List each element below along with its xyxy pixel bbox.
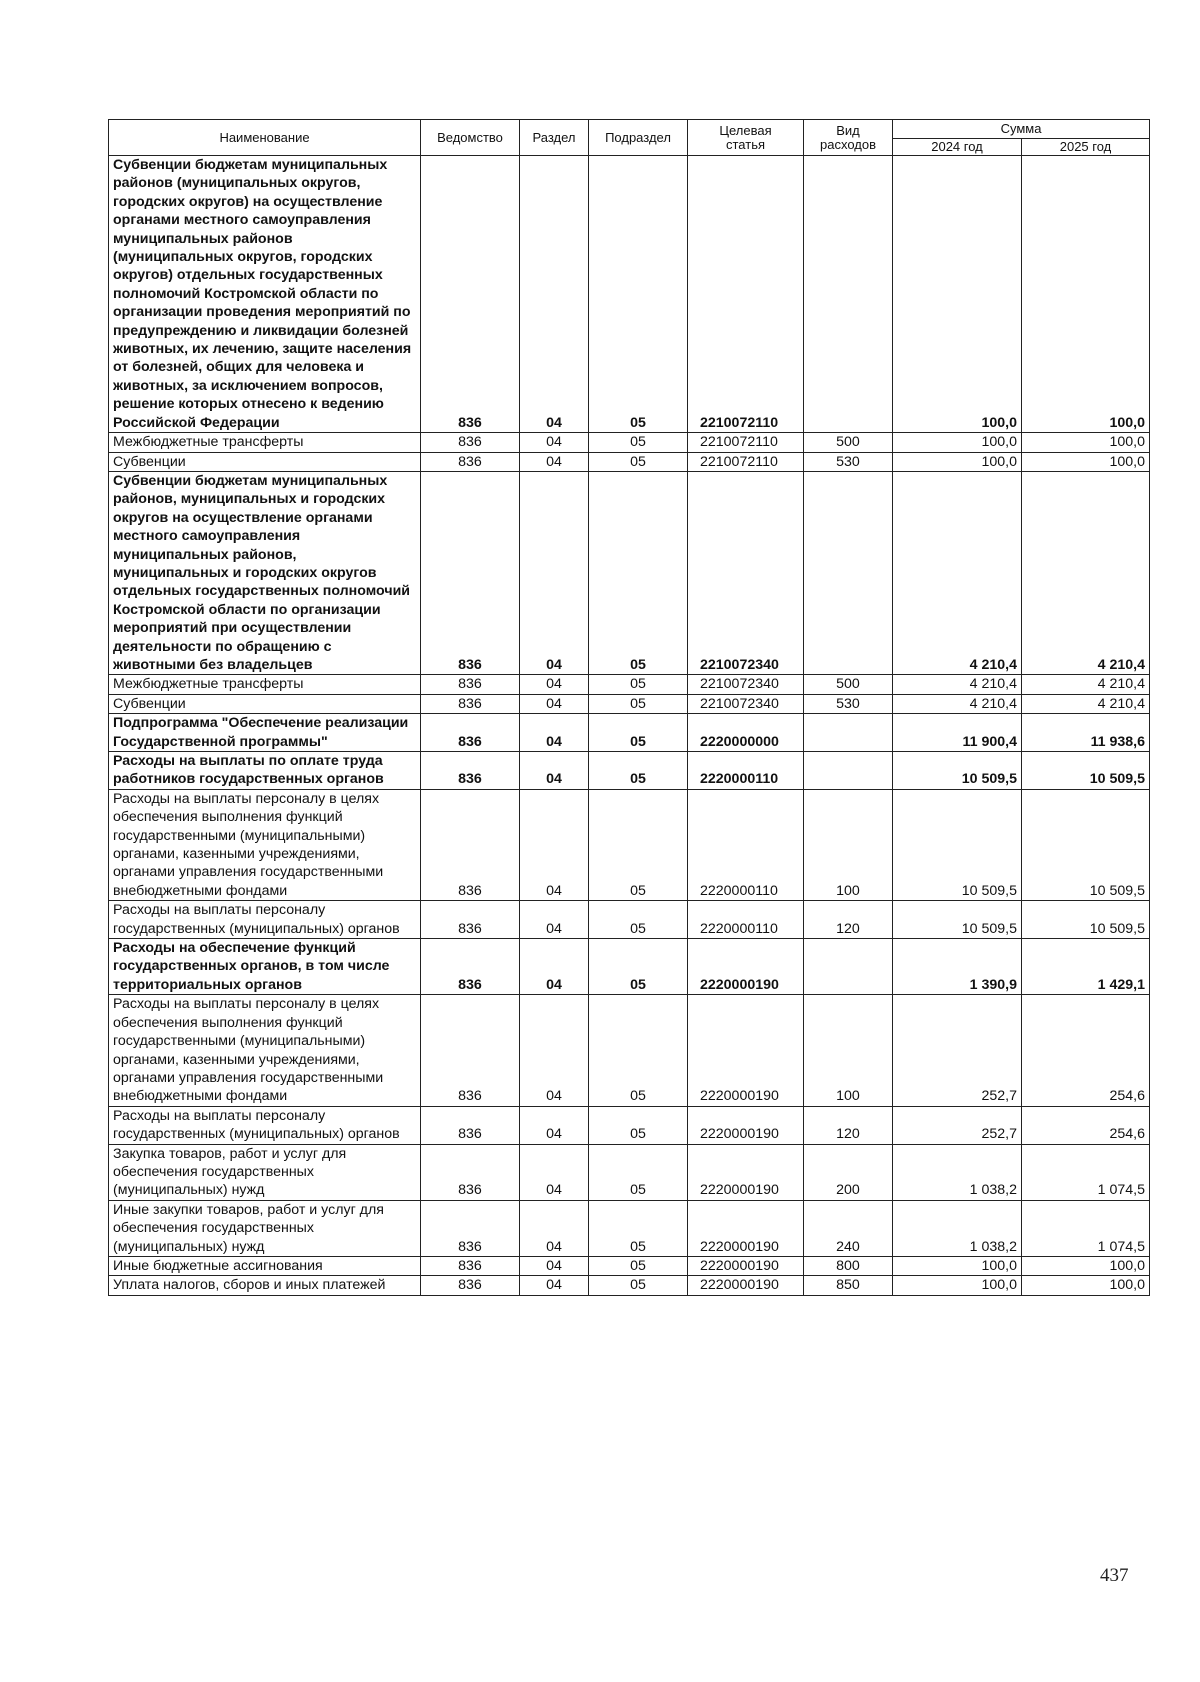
cell-razdel: 04: [520, 694, 589, 713]
cell-vedomstvo: 836: [421, 433, 520, 452]
table-row: [109, 901, 1150, 939]
cell-vr: 100: [804, 995, 893, 1106]
cell-vedomstvo: 836: [421, 156, 520, 433]
cell-vedomstvo: 836: [421, 1276, 520, 1295]
cell-vr: 240: [804, 1200, 893, 1256]
cell-podrazdel: 05: [589, 433, 688, 452]
header-2024: 2024 год: [893, 139, 1022, 156]
cell-sum-2025: 100,0: [1022, 156, 1150, 433]
cell-kcsr: 2210072340: [688, 471, 804, 674]
table-row: [109, 433, 1150, 452]
cell-vr: 120: [804, 901, 893, 939]
header-kcsr: Целевая статья: [688, 120, 804, 156]
cell-razdel: 04: [520, 939, 589, 995]
cell-name: Подпрограмма "Обеспечение реализации Государственной программы": [109, 714, 421, 752]
cell-podrazdel: 05: [589, 156, 688, 433]
cell-podrazdel: 05: [589, 1276, 688, 1295]
cell-vr: [804, 471, 893, 674]
table-row: [109, 1256, 1150, 1275]
cell-name: Расходы на выплаты по оплате труда работников государственных органов: [109, 752, 421, 790]
cell-podrazdel: 05: [589, 901, 688, 939]
cell-razdel: 04: [520, 1276, 589, 1295]
cell-kcsr: 2220000000: [688, 714, 804, 752]
cell-vedomstvo: 836: [421, 901, 520, 939]
header-razdel: Раздел: [520, 120, 589, 156]
cell-vedomstvo: 836: [421, 789, 520, 900]
cell-sum-2024: 252,7: [893, 995, 1022, 1106]
cell-kcsr: 2220000190: [688, 939, 804, 995]
cell-podrazdel: 05: [589, 675, 688, 694]
cell-kcsr: 2220000190: [688, 1106, 804, 1144]
cell-razdel: 04: [520, 452, 589, 471]
cell-kcsr: 2210072340: [688, 694, 804, 713]
cell-sum-2025: 100,0: [1022, 433, 1150, 452]
table-row: [109, 694, 1150, 713]
table-row: [109, 714, 1150, 752]
cell-vedomstvo: 836: [421, 1106, 520, 1144]
cell-sum-2025: 10 509,5: [1022, 752, 1150, 790]
cell-name: Закупка товаров, работ и услуг для обеспечения государственных (муниципальных) нужд: [109, 1144, 421, 1200]
cell-sum-2025: 254,6: [1022, 1106, 1150, 1144]
page-number: 437: [1100, 1565, 1129, 1586]
cell-sum-2024: 100,0: [893, 452, 1022, 471]
cell-podrazdel: 05: [589, 714, 688, 752]
cell-podrazdel: 05: [589, 1144, 688, 1200]
cell-vr: [804, 752, 893, 790]
cell-sum-2024: 100,0: [893, 1256, 1022, 1275]
cell-sum-2024: 100,0: [893, 433, 1022, 452]
cell-podrazdel: 05: [589, 1106, 688, 1144]
cell-kcsr: 2210072340: [688, 675, 804, 694]
cell-sum-2025: 100,0: [1022, 1256, 1150, 1275]
cell-vedomstvo: 836: [421, 694, 520, 713]
cell-sum-2025: 100,0: [1022, 1276, 1150, 1295]
cell-podrazdel: 05: [589, 789, 688, 900]
cell-kcsr: 2220000110: [688, 789, 804, 900]
cell-name: Субвенции бюджетам муниципальных районов (муниципальных округов, городских округов) на осуществление органами местного самоуправления муниципальных районов (муниципальных округов, городских округов) отдельных государственных полномочий Костромской области по организации проведения мероприятий по предупреждению и ликвидации болезней животных, их лечению, защите населения от болезней, общих для человека и животных, за исключением вопросов, решение которых отнесено к ведению Российской Федерации: [109, 156, 421, 433]
cell-name: Субвенции: [109, 694, 421, 713]
cell-razdel: 04: [520, 789, 589, 900]
cell-kcsr: 2220000190: [688, 1144, 804, 1200]
header-podrazdel: Подраздел: [589, 120, 688, 156]
cell-vedomstvo: 836: [421, 675, 520, 694]
cell-podrazdel: 05: [589, 1200, 688, 1256]
cell-sum-2024: 10 509,5: [893, 901, 1022, 939]
cell-sum-2024: 1 038,2: [893, 1144, 1022, 1200]
cell-sum-2025: 10 509,5: [1022, 901, 1150, 939]
cell-name: Расходы на выплаты персоналу государственных (муниципальных) органов: [109, 901, 421, 939]
cell-kcsr: 2210072110: [688, 433, 804, 452]
cell-kcsr: 2220000110: [688, 752, 804, 790]
cell-name: Иные бюджетные ассигнования: [109, 1256, 421, 1275]
cell-sum-2024: 252,7: [893, 1106, 1022, 1144]
cell-razdel: 04: [520, 1106, 589, 1144]
cell-vr: 800: [804, 1256, 893, 1275]
cell-vr: 530: [804, 694, 893, 713]
cell-kcsr: 2220000110: [688, 901, 804, 939]
table-row: [109, 156, 1150, 433]
table-row: [109, 1144, 1150, 1200]
cell-razdel: 04: [520, 714, 589, 752]
cell-vedomstvo: 836: [421, 1144, 520, 1200]
header-vr: Вид расходов: [804, 120, 893, 156]
table-row: [109, 452, 1150, 471]
cell-razdel: 04: [520, 995, 589, 1106]
table-row: [109, 789, 1150, 900]
cell-vr: [804, 156, 893, 433]
cell-vr: [804, 939, 893, 995]
header-vedomstvo: Ведомство: [421, 120, 520, 156]
cell-kcsr: 2220000190: [688, 995, 804, 1106]
table-row: [109, 995, 1150, 1106]
cell-razdel: 04: [520, 156, 589, 433]
cell-sum-2024: 100,0: [893, 1276, 1022, 1295]
cell-vr: [804, 714, 893, 752]
cell-sum-2024: 1 390,9: [893, 939, 1022, 995]
cell-vr: 500: [804, 675, 893, 694]
cell-sum-2025: 1 074,5: [1022, 1200, 1150, 1256]
cell-kcsr: 2220000190: [688, 1256, 804, 1275]
cell-name: Расходы на выплаты персоналу в целях обеспечения выполнения функций государственными (муниципальными) органами, казенными учреждениями, органами управления государственными внебюджетными фондами: [109, 995, 421, 1106]
cell-sum-2024: 10 509,5: [893, 752, 1022, 790]
cell-vr: 200: [804, 1144, 893, 1200]
cell-kcsr: 2210072110: [688, 452, 804, 471]
cell-name: Иные закупки товаров, работ и услуг для обеспечения государственных (муниципальных) нужд: [109, 1200, 421, 1256]
cell-razdel: 04: [520, 901, 589, 939]
cell-podrazdel: 05: [589, 452, 688, 471]
cell-razdel: 04: [520, 752, 589, 790]
cell-sum-2025: 4 210,4: [1022, 675, 1150, 694]
cell-razdel: 04: [520, 675, 589, 694]
cell-sum-2025: 1 074,5: [1022, 1144, 1150, 1200]
table-body: [109, 156, 1150, 1296]
cell-podrazdel: 05: [589, 939, 688, 995]
cell-sum-2024: 10 509,5: [893, 789, 1022, 900]
cell-sum-2024: 11 900,4: [893, 714, 1022, 752]
cell-sum-2024: 4 210,4: [893, 471, 1022, 674]
cell-sum-2025: 4 210,4: [1022, 694, 1150, 713]
cell-vr: 100: [804, 789, 893, 900]
header-name: Наименование: [109, 120, 421, 156]
table-row: [109, 675, 1150, 694]
cell-razdel: 04: [520, 1200, 589, 1256]
cell-vedomstvo: 836: [421, 995, 520, 1106]
cell-podrazdel: 05: [589, 995, 688, 1106]
cell-razdel: 04: [520, 1144, 589, 1200]
cell-sum-2025: 10 509,5: [1022, 789, 1150, 900]
cell-name: Расходы на выплаты персоналу в целях обеспечения выполнения функций государственными (муниципальными) органами, казенными учреждениями, органами управления государственными внебюджетными фондами: [109, 789, 421, 900]
cell-vedomstvo: 836: [421, 752, 520, 790]
cell-vedomstvo: 836: [421, 714, 520, 752]
table-row: [109, 752, 1150, 790]
cell-podrazdel: 05: [589, 752, 688, 790]
cell-sum-2025: 100,0: [1022, 452, 1150, 471]
cell-kcsr: 2220000190: [688, 1200, 804, 1256]
table-row: [109, 471, 1150, 674]
cell-sum-2025: 1 429,1: [1022, 939, 1150, 995]
cell-vedomstvo: 836: [421, 471, 520, 674]
cell-sum-2025: 4 210,4: [1022, 471, 1150, 674]
header-summa: Сумма: [893, 120, 1150, 139]
table-row: [109, 939, 1150, 995]
table-row: [109, 1276, 1150, 1295]
cell-vedomstvo: 836: [421, 939, 520, 995]
cell-vedomstvo: 836: [421, 1200, 520, 1256]
cell-vr: 530: [804, 452, 893, 471]
cell-name: Расходы на выплаты персоналу государственных (муниципальных) органов: [109, 1106, 421, 1144]
cell-vr: 120: [804, 1106, 893, 1144]
cell-vr: 500: [804, 433, 893, 452]
cell-podrazdel: 05: [589, 694, 688, 713]
cell-vr: 850: [804, 1276, 893, 1295]
cell-vedomstvo: 836: [421, 452, 520, 471]
header-2025: 2025 год: [1022, 139, 1150, 156]
cell-name: Субвенции: [109, 452, 421, 471]
table-row: [109, 1106, 1150, 1144]
budget-table: [108, 119, 1150, 1296]
cell-sum-2024: 100,0: [893, 156, 1022, 433]
cell-kcsr: 2220000190: [688, 1276, 804, 1295]
cell-sum-2024: 4 210,4: [893, 694, 1022, 713]
cell-razdel: 04: [520, 433, 589, 452]
cell-name: Субвенции бюджетам муниципальных районов, муниципальных и городских округов на осуществление органами местного самоуправления муниципальных районов, муниципальных и городских округов отдельных государственных полномочий Костромской области по организации мероприятий при осуществлении деятельности по обращению с животными без владельцев: [109, 471, 421, 674]
cell-sum-2024: 4 210,4: [893, 675, 1022, 694]
cell-sum-2024: 1 038,2: [893, 1200, 1022, 1256]
cell-name: Межбюджетные трансферты: [109, 675, 421, 694]
cell-sum-2025: 254,6: [1022, 995, 1150, 1106]
cell-kcsr: 2210072110: [688, 156, 804, 433]
cell-name: Уплата налогов, сборов и иных платежей: [109, 1276, 421, 1295]
cell-sum-2025: 11 938,6: [1022, 714, 1150, 752]
cell-razdel: 04: [520, 1256, 589, 1275]
cell-name: Межбюджетные трансферты: [109, 433, 421, 452]
cell-name: Расходы на обеспечение функций государственных органов, в том числе территориальных органов: [109, 939, 421, 995]
cell-vedomstvo: 836: [421, 1256, 520, 1275]
table-row: [109, 1200, 1150, 1256]
cell-podrazdel: 05: [589, 1256, 688, 1275]
cell-podrazdel: 05: [589, 471, 688, 674]
cell-razdel: 04: [520, 471, 589, 674]
